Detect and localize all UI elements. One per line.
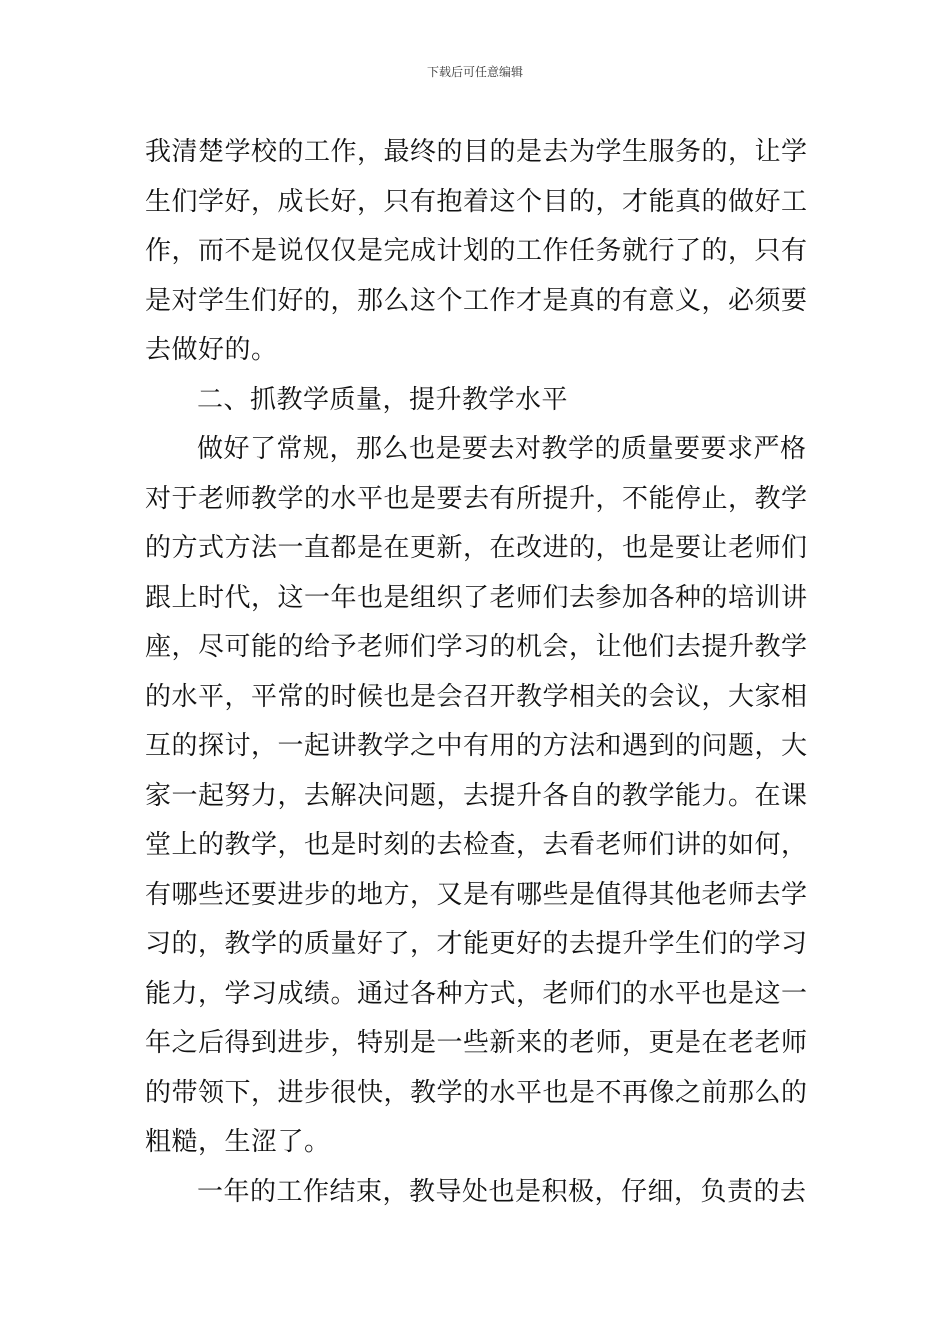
document-body [145, 128, 807, 1217]
text-line: 家一起努力，去解决问题，去提升各自的教学能力。在课 [145, 780, 808, 811]
text-line: 年之后得到进步，特别是一些新来的老师，更是在老老师 [145, 1028, 808, 1058]
text-line: 我清楚学校的工作，最终的目的是去为学生服务的，让学 [145, 137, 808, 167]
text-line: 对于老师教学的水平也是要去有所提升，不能停止，教学 [145, 483, 808, 514]
text-line: 堂上的教学，也是时刻的去检查，去看老师们讲的如何， [145, 830, 808, 860]
text-line: 的水平，平常的时候也是会召开教学相关的会议，大家相 [145, 681, 808, 712]
text-line: 生们学好，成长好，只有抱着这个目的，才能真的做好工 [145, 186, 808, 217]
text-line: 二、抓教学质量，提升教学水平 [197, 384, 569, 415]
text-line: 一年的工作结束，教导处也是积极，仔细，负责的去 [197, 1176, 807, 1207]
text-line: 跟上时代，这一年也是组织了老师们去参加各种的培训讲 [145, 582, 808, 613]
text-line: 去做好的。 [145, 335, 278, 365]
text-line: 互的探讨，一起讲教学之中有用的方法和遇到的问题，大 [145, 731, 808, 761]
text-line: 习的，教学的质量好了，才能更好的去提升学生们的学习 [145, 929, 808, 959]
page-header: 下载后可任意编辑 [426, 65, 523, 79]
text-line: 的方式方法一直都是在更新，在改进的，也是要让老师们 [145, 533, 808, 563]
text-line: 粗糙，生涩了。 [145, 1127, 331, 1157]
text-line: 是对学生们好的，那么这个工作才是真的有意义，必须要 [145, 285, 808, 316]
text-line: 作，而不是说仅仅是完成计划的工作任务就行了的，只有 [145, 236, 808, 266]
text-line: 有哪些还要进步的地方，又是有哪些是值得其他老师去学 [145, 879, 808, 910]
text-line: 做好了常规，那么也是要去对教学的质量要要求严格 [197, 434, 807, 464]
text-line: 的带领下，进步很快，教学的水平也是不再像之前那么的 [145, 1077, 808, 1108]
text-line: 座，尽可能的给予老师们学习的机会，让他们去提升教学 [145, 632, 808, 662]
text-line: 能力，学习成绩。通过各种方式，老师们的水平也是这一 [145, 978, 808, 1009]
